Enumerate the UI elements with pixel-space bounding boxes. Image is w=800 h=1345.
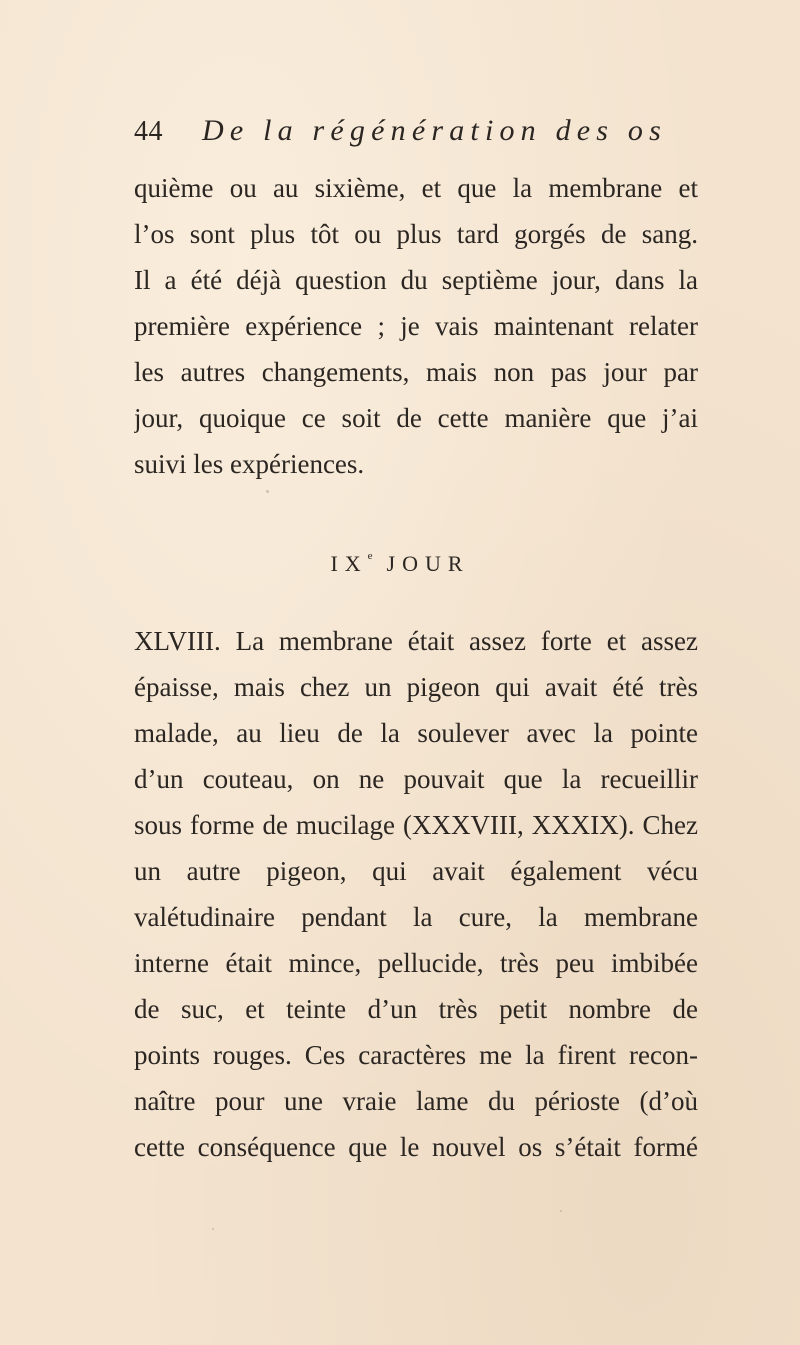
paper-speck [560,1210,562,1212]
text-line: interne était mince, pellucide, très peu imbibée [134,948,698,978]
running-title: De la régénération des os [202,114,667,147]
text-line: points rouges. Ces caractères me la firent recon- [134,1040,698,1070]
text-line: les autres changements, mais non pas jour par [134,357,698,387]
text-line: quième ou au sixième, et que la membrane et [134,173,698,203]
text-line: cette conséquence que le nouvel os s’était formé [134,1132,698,1162]
text-line: un autre pigeon, qui avait également vécu [134,856,698,886]
section-word: JOUR [386,551,470,576]
text-line: épaisse, mais chez un pigeon qui avait été très [134,672,698,702]
paper-speck [266,490,269,493]
text-line: jour, quoique ce soit de cette manière que j’ai [134,403,698,433]
page-number: 44 [134,116,163,147]
paper-speck [212,1228,214,1230]
text-line: suivi les expériences. [134,449,365,479]
running-head [134,112,694,152]
section-numeral: IX [330,551,368,576]
text-line: de suc, et teinte d’un très petit nombre de [134,994,698,1024]
section-superscript: e [367,550,373,562]
text-line: d’un couteau, on ne pouvait que la recueillir [134,764,698,794]
paragraph-xlviii [134,618,698,1170]
text-line: Il a été déjà question du septième jour, dans la [134,265,698,295]
text-line: naître pour une vraie lame du périoste (d’où [134,1086,698,1116]
text-line: valétudinaire pendant la cure, la membrane [134,902,698,932]
section-heading [0,550,800,577]
text-line: l’os sont plus tôt ou plus tard gorgés de sang. [134,219,698,249]
text-line: sous forme de mucilage (XXXVIII, XXXIX). Chez [134,810,698,840]
text-line: première expérience ; je vais maintenant relater [134,311,698,341]
text-line: XLVIII. La membrane était assez forte et assez [134,626,698,656]
paragraph-continued [134,165,698,487]
text-line: malade, au lieu de la soulever avec la pointe [134,718,698,748]
